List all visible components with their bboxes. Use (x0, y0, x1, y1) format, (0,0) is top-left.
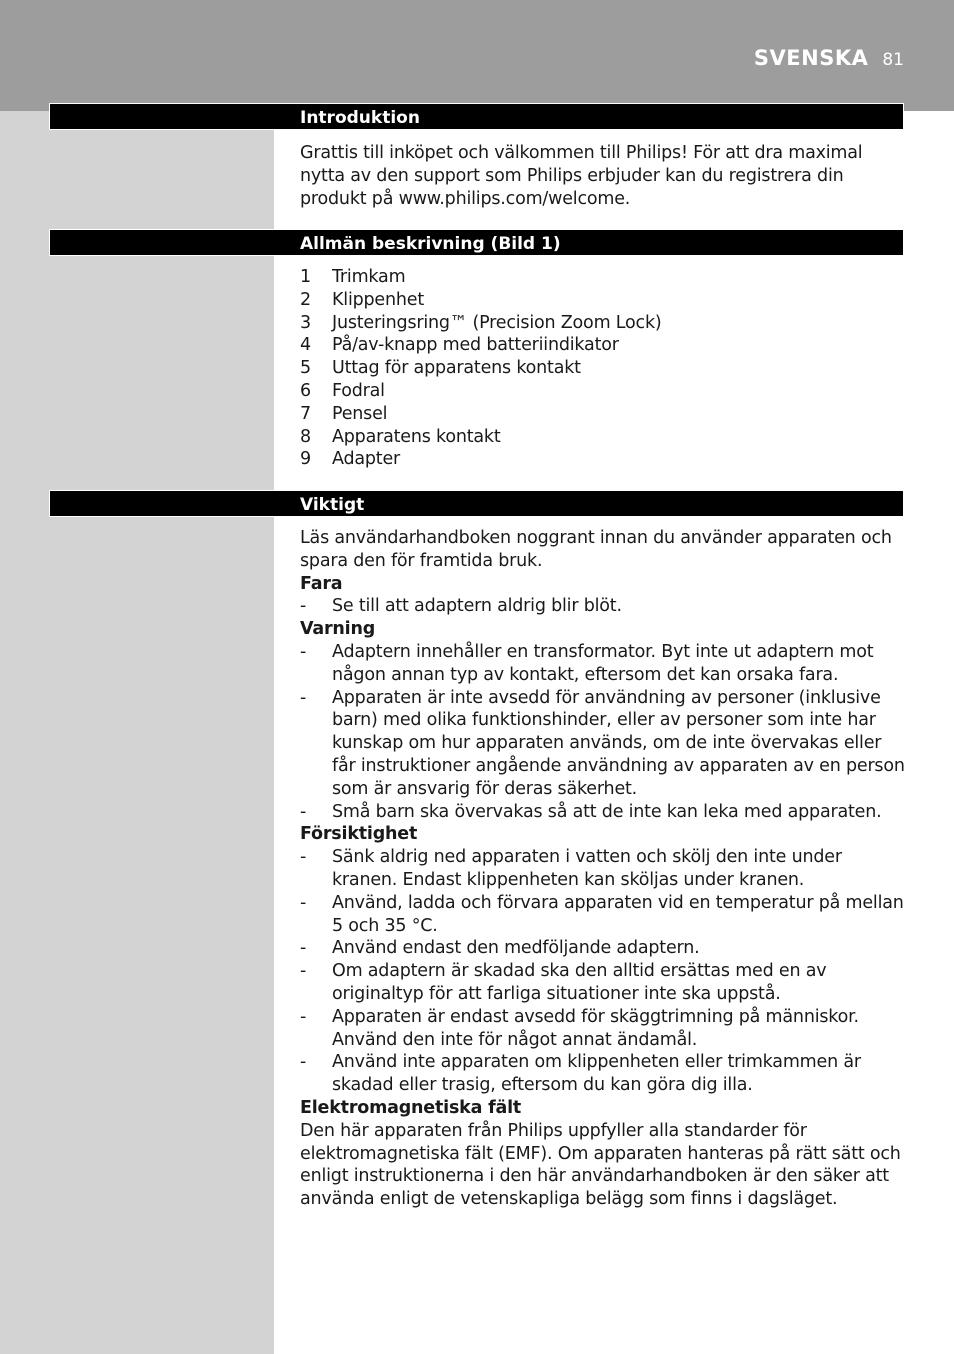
caution-list (300, 846, 905, 1097)
section-title: Introduktion (300, 108, 420, 128)
important-intro: Läs användarhandboken noggrant innan du använder apparaten och spara den för framtida bruk. (300, 528, 892, 571)
list-item: 8 Apparatens kontakt (300, 426, 501, 447)
section-heading-introduktion (49, 103, 904, 130)
subheading-varning: Varning (300, 619, 376, 640)
list-item: - Adaptern innehåller en transformator. Byt inte ut adaptern mot någon annan typ av kontakt, eftersom det kan orsaka fara. (300, 641, 874, 685)
section-title: Viktigt (300, 495, 365, 515)
list-item: - Använd inte apparaten om klippenheten eller trimkammen är skadad eller trasig, eftersom du kan göra dig illa. (300, 1052, 861, 1096)
page-header (754, 46, 904, 70)
list-item: 9 Adapter (300, 449, 401, 470)
page-number: 81 (882, 50, 904, 70)
warning-list (300, 641, 905, 823)
list-item: - Apparaten är inte avsedd för användning av personer (inklusive barn) med olika funktionshinder, eller av personer som inte har kunskap om hur apparaten används, om de inte övervakas eller får instruktioner angående användning av apparaten av en person som är ansvarig för deras säkerhet. (300, 687, 905, 799)
list-item: 3 Justeringsring™ (Precision Zoom Lock) (300, 312, 662, 333)
list-item: - Om adaptern är skadad ska den alltid ersättas med en av originaltyp för att farliga situationer inte ska uppstå. (300, 961, 827, 1004)
list-item: 5 Uttag för apparatens kontakt (300, 358, 581, 379)
list-item: - Sänk aldrig ned apparaten i vatten och skölj den inte under kranen. Endast klippenheten kan sköljas under kranen. (300, 847, 842, 890)
list-item: 7 Pensel (300, 403, 388, 424)
list-item: - Apparaten är endast avsedd för skäggtrimning på människor. Använd den inte för något annat ändamål. (300, 1006, 859, 1050)
list-item: 2 Klippenhet (300, 289, 424, 310)
list-item: 4 På/av-knapp med batteriindikator (300, 335, 619, 356)
list-item: 6 Fodral (300, 380, 385, 401)
side-margin (0, 111, 274, 1354)
language-label: SVENSKA (753, 46, 869, 70)
danger-list (300, 595, 905, 618)
section-title: Allmän beskrivning (Bild 1) (300, 234, 561, 254)
subheading-forsiktighet: Försiktighet (300, 824, 418, 845)
subheading-fara: Fara (300, 573, 343, 594)
list-item: - Använd endast den medföljande adaptern. (300, 938, 700, 959)
intro-block (300, 142, 905, 210)
list-item: - Små barn ska övervakas så att de inte kan leka med apparaten. (300, 801, 882, 822)
list-item: 1 Trimkam (300, 267, 406, 287)
parts-list-block (300, 266, 905, 471)
parts-list (300, 266, 905, 471)
intro-paragraph: Grattis till inköpet och välkommen till Philips! För att dra maximal nytta av den support som Philips erbjuder kan du registrera din produkt på www.philips.com/welcome. (300, 143, 863, 209)
section-heading-viktigt (49, 490, 904, 517)
emf-paragraph: Den här apparaten från Philips uppfyller alla standarder för elektromagnetiska fält (EMF). Om apparaten hanteras på rätt sätt och enligt instruktionerna i den här användarhandboken är den säker att använda enligt de vetenskapliga belägg som finns i dagsläget. (300, 1120, 901, 1210)
subheading-emf: Elektromagnetiska fält (300, 1097, 522, 1118)
important-block (300, 527, 905, 1211)
list-item: - Använd, ladda och förvara apparaten vid en temperatur på mellan 5 och 35 °C. (300, 892, 904, 936)
section-heading-general-description (49, 229, 904, 256)
list-item: - Se till att adaptern aldrig blir blöt. (300, 596, 622, 617)
